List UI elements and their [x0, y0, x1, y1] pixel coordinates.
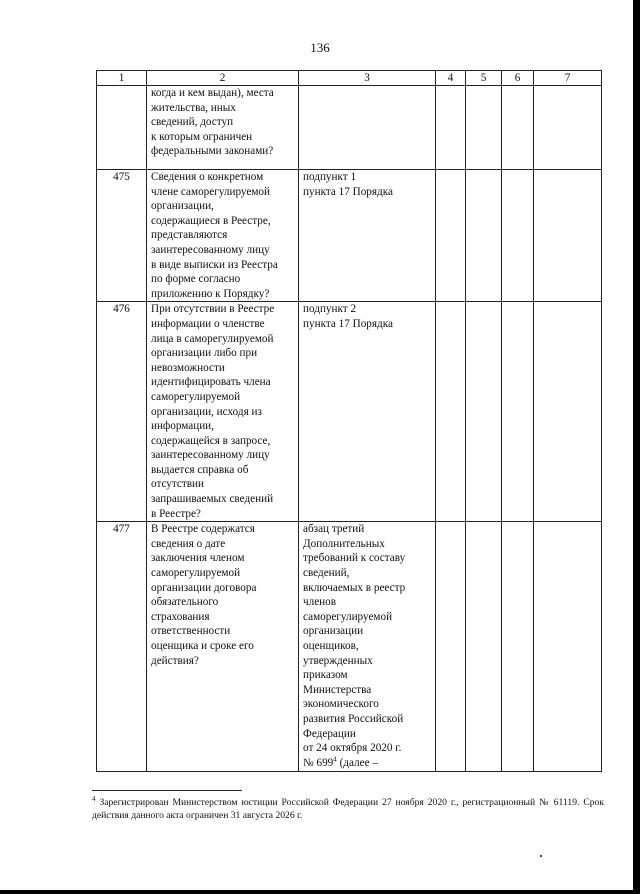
column-header: 3 — [299, 71, 436, 86]
empty-cell — [534, 170, 602, 302]
text-line: члене саморегулируемой — [151, 185, 271, 198]
text-line: ответственности — [151, 625, 231, 638]
question-cell — [147, 522, 299, 772]
text-line: действия? — [151, 654, 199, 667]
text-line: страхования — [151, 610, 210, 623]
text-line: заинтересованному лицу — [151, 243, 270, 256]
text-line: организации, исходя из — [151, 405, 262, 418]
reference-cell — [299, 170, 436, 302]
text-line: подпункт 1 — [303, 171, 357, 183]
text-line: требований к составу — [303, 552, 406, 565]
footnote — [92, 796, 604, 822]
footnote-text: Зарегистрирован Министерством юстиции Российской Федерации 27 ноября 2020 г., регистрационный № 61119. Срок действия данного акта ограничен 31 августа 2026 г. — [92, 797, 604, 821]
reference-cell — [299, 522, 436, 772]
table-header-row — [97, 71, 602, 86]
scan-edge-right — [633, 0, 640, 894]
table-row — [97, 522, 602, 772]
row-number: 476 — [97, 302, 147, 522]
text-line: заключения членом — [151, 552, 245, 565]
text-line: когда и кем выдан), места — [151, 87, 274, 99]
text-line: пункта 17 Порядка — [303, 317, 393, 330]
row-number — [97, 86, 147, 170]
text-line: идентифицировать члена — [151, 376, 271, 389]
empty-cell — [534, 302, 602, 522]
table-row — [97, 170, 602, 302]
text-line: организации договора — [151, 581, 257, 594]
text-line: обязательного — [151, 596, 219, 609]
question-cell — [147, 302, 299, 522]
text-line: содержащиеся в Реестре, — [151, 214, 271, 227]
text-line: лица в саморегулируемой — [151, 332, 274, 345]
text-fragment: № 699 — [303, 756, 334, 769]
text-line: от 24 октября 2020 г. — [303, 742, 402, 755]
text-line: организации либо при — [151, 347, 258, 360]
empty-cell — [466, 302, 502, 522]
row-number: 477 — [97, 522, 147, 772]
text-line: экономического — [303, 698, 379, 711]
footnote-marker: 4 — [92, 794, 96, 803]
reference-cell — [299, 86, 436, 170]
column-header: 6 — [502, 71, 534, 86]
text-line: Дополнительных — [303, 537, 385, 550]
text-line: выдается справка об — [151, 463, 249, 476]
empty-cell — [534, 522, 602, 772]
empty-cell — [466, 86, 502, 170]
text-line: приказом — [303, 669, 348, 682]
column-header: 4 — [436, 71, 466, 86]
empty-cell — [436, 522, 466, 772]
table-row — [97, 86, 602, 170]
empty-cell — [502, 522, 534, 772]
text-line: Министерства — [303, 683, 372, 696]
document-table — [96, 70, 602, 772]
text-line: по форме согласно — [151, 273, 241, 286]
column-header: 7 — [534, 71, 602, 86]
question-cell — [147, 86, 299, 170]
text-line: саморегулируемой — [151, 390, 241, 403]
empty-cell — [502, 86, 534, 170]
text-line: сведения о дате — [151, 537, 226, 550]
footnote-ref[interactable]: 4 — [333, 755, 337, 764]
question-cell — [147, 170, 299, 302]
text-line: в виде выписки из Реестра — [151, 258, 278, 271]
text-line: приложению к Порядку? — [151, 287, 270, 300]
text-line: абзац третий — [303, 523, 365, 536]
text-line: Федерации — [303, 727, 356, 740]
text-line: подпункт 2 — [303, 303, 357, 316]
text-line: Сведения о конкретном — [151, 171, 264, 183]
text-line: утвержденных — [303, 654, 373, 667]
text-line: оценщика и сроке его — [151, 640, 254, 652]
row-number: 475 — [97, 170, 147, 302]
empty-cell — [502, 170, 534, 302]
footnote-divider — [92, 790, 242, 791]
scan-speck — [540, 855, 542, 857]
text-line: сведений, — [303, 567, 350, 580]
text-line — [303, 756, 431, 771]
page-number: 136 — [310, 40, 330, 55]
text-line: запрашиваемых сведений — [151, 493, 274, 506]
empty-cell — [436, 86, 466, 170]
empty-cell — [436, 170, 466, 302]
text-line: жительства, иных — [151, 101, 236, 114]
text-line: организации, — [151, 200, 214, 213]
column-header: 5 — [466, 71, 502, 86]
text-fragment: (далее – — [336, 756, 378, 769]
text-line: пункта 17 Порядка — [303, 185, 393, 198]
text-line: в Реестре? — [151, 507, 201, 520]
scan-edge-bottom — [0, 890, 640, 894]
empty-cell — [466, 522, 502, 772]
text-line: сведений, доступ — [151, 116, 234, 129]
text-line: представляются — [151, 229, 228, 242]
text-line: саморегулируемой — [303, 610, 393, 623]
text-line: к которым ограничен — [151, 130, 253, 143]
empty-cell — [502, 302, 534, 522]
column-header: 2 — [147, 71, 299, 86]
text-line: федеральными законами? — [151, 145, 274, 158]
text-line: информации, — [151, 420, 214, 433]
text-line: содержащейся в запросе, — [151, 434, 271, 447]
column-header: 1 — [97, 71, 147, 86]
text-line: включаемых в реестр — [303, 581, 406, 594]
text-line: невозможности — [151, 361, 225, 374]
text-line: При отсутствии в Реестре — [151, 303, 275, 316]
text-line: членов — [303, 596, 337, 609]
text-line: В Реестре содержатся — [151, 523, 255, 536]
table-row — [97, 302, 602, 522]
text-line: оценщиков, — [303, 640, 359, 652]
reference-cell — [299, 302, 436, 522]
text-line: отсутствии — [151, 478, 205, 491]
text-line: организации — [303, 625, 364, 638]
empty-cell — [466, 170, 502, 302]
text-line: саморегулируемой — [151, 567, 241, 580]
text-line: информации о членстве — [151, 317, 265, 330]
empty-cell — [534, 86, 602, 170]
text-line: заинтересованному лицу — [151, 449, 270, 462]
text-line: развития Российской — [303, 712, 404, 725]
empty-cell — [436, 302, 466, 522]
